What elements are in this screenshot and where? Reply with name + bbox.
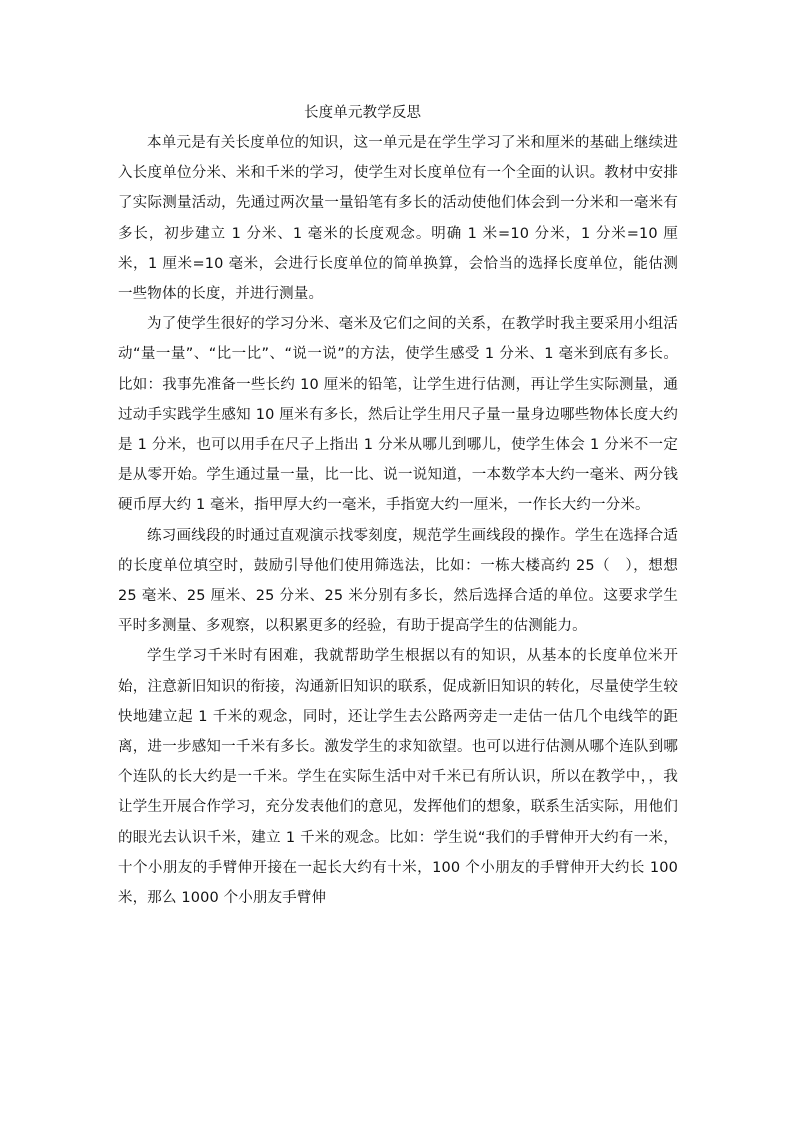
paragraph-intro: 本单元是有关长度单位的知识，这一单元是在学生学习了米和厘米的基础上继续进入长度单位分米、米和千米的学习，使学生对长度单位有一个全面的认识。教材中安排了实际测量活动，先通过两次量一量铅笔有多长的活动使他们体会到一分米和一毫米有多长，初步建立 1 分米、1 毫米的长度观念。明确 1 米=10 分米，1 分米=10 厘米，1 厘米=10 毫米，会进行长度单位的简单换算，会恰当的选择长度单位，能估测一些物体的长度，并进行测量。: [118, 135, 678, 303]
document-body: [118, 98, 678, 913]
paragraph-kilometer: 学生学习千米时有困难，我就帮助学生根据以有的知识，从基本的长度单位米开始，注意新旧知识的衔接，沟通新旧知识的联系，促成新旧知识的转化，尽量使学生较快地建立起 1 千米的观念，同时，还让学生去公路两旁走一走估一估几个电线竿的距离，进一步感知一千米有多长。激发学生的求知欲望。也可以进行估测从哪个连队到哪个连队的长大约是一千米。学生在实际生活中对千米已有所认识，所以在教学中，，我让学生开展合作学习，充分发表他们的意见，发挥他们的想象，联系生活实际，用他们的眼光去认识千米，建立 1 千米的观念。比如：学生说“我们的手臂伸开大约有一米，十个小朋友的手臂伸开接在一起长大约有十米，100 个小朋友的手臂伸开大约长 100 米，那么 1000 个小朋友手臂伸: [118, 648, 678, 907]
paragraph-practice: 练习画线段的时通过直观演示找零刻度，规范学生画线段的操作。学生在选择合适的长度单位填空时，鼓励引导他们使用筛选法，比如：一栋大楼高约 25（ ），想想 25 毫米、25 厘米、25 分米、25 米分别有多长，然后选择合适的单位。这要求学生平时多测量、多观察，以积累更多的经验，有助于提高学生的估测能力。: [118, 527, 678, 635]
document-title: 长度单元教学反思: [304, 105, 422, 121]
paragraph-activities: 为了使学生很好的学习分米、毫米及它们之间的关系，在教学时我主要采用小组活动“量一量”、“比一比”、“说一说”的方法，使学生感受 1 分米、1 毫米到底有多长。比如：我事先准备一些长约 10 厘米的铅笔，让学生进行估测，再让学生实际测量，通过动手实践学生感知 10 厘米有多长，然后让学生用尺子量一量身边哪些物体长度大约是 1 分米，也可以用手在尺子上指出 1 分米从哪儿到哪儿，使学生体会 1 分米不一定是从零开始。学生通过量一量，比一比、说一说知道，一本数学本大约一毫米、两分钱硬币厚大约 1 毫米，指甲厚大约一毫米，手指宽大约一厘米，一作长大约一分米。: [118, 316, 678, 514]
